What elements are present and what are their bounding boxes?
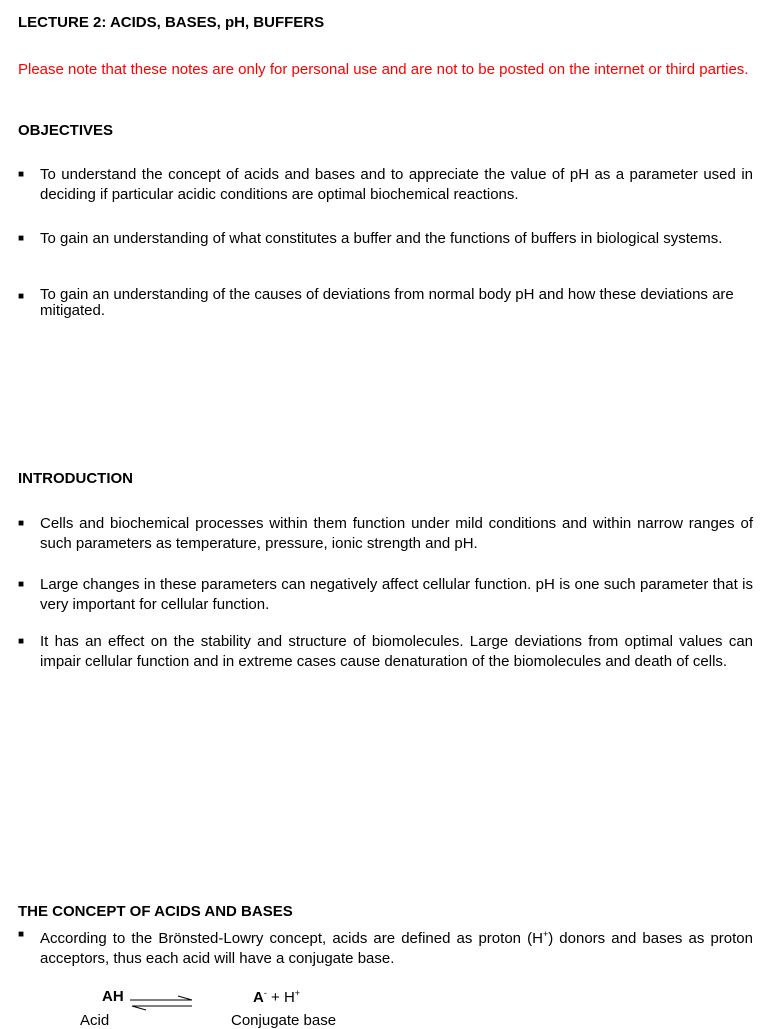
list-item-text: To gain an understanding of what constitutes a buffer and the functions of buffers in biological systems.	[40, 230, 723, 247]
bullet-marker: ■	[18, 233, 25, 244]
objectives-heading: OBJECTIVES	[18, 122, 114, 139]
list-item	[18, 287, 753, 318]
list-item-text: To understand the concept of acids and bases and to appreciate the value of pH as a parameter used in deciding if particular acidic conditions are optimal biochemical reactions.	[40, 166, 753, 203]
conjugate-base-label: Conjugate base	[231, 1012, 337, 1029]
bullet-marker: ■	[18, 636, 25, 647]
usage-notice: Please note that these notes are only for personal use and are not to be posted on the internet or third parties.	[18, 61, 749, 78]
list-item-text: To gain an understanding of the causes of deviations from normal body pH and how these deviations are mitigated.	[40, 286, 734, 319]
bullet-marker: ■	[18, 291, 25, 302]
list-item-text: According to the Brönsted-Lowry concept, acids are defined as proton (H+) donors and bases as proton acceptors, thus each acid will have a conjugate base.	[40, 929, 753, 967]
list-item	[18, 632, 753, 671]
list-item	[18, 229, 753, 249]
list-item	[18, 165, 753, 204]
bullet-marker: ■	[18, 579, 25, 590]
equilibrium-arrows-icon	[128, 993, 196, 1013]
concept-heading: THE CONCEPT OF ACIDS AND BASES	[18, 903, 293, 920]
list-item	[18, 925, 753, 968]
equation-acid: AH	[102, 988, 124, 1005]
bullet-marker: ■	[18, 518, 25, 529]
bullet-marker: ■	[18, 169, 25, 180]
list-item	[18, 514, 753, 553]
list-item-text: It has an effect on the stability and structure of biomolecules. Large deviations from optimal values can impair cellular function and in extreme cases cause denaturation of the biomolecules and death of cells.	[40, 633, 753, 670]
equation-products: A- + H+	[253, 988, 301, 1006]
list-item-text: Cells and biochemical processes within them function under mild conditions and within narrow ranges of such parameters as temperature, pressure, ionic strength and pH.	[40, 515, 753, 552]
list-item	[18, 575, 753, 614]
list-item-text: Large changes in these parameters can negatively affect cellular function. pH is one such parameter that is very important for cellular function.	[40, 576, 753, 613]
introduction-heading: INTRODUCTION	[18, 470, 133, 487]
page-title: LECTURE 2: ACIDS, BASES, pH, BUFFERS	[18, 14, 325, 31]
acid-label: Acid	[80, 1012, 110, 1029]
bullet-marker: ■	[18, 929, 25, 940]
